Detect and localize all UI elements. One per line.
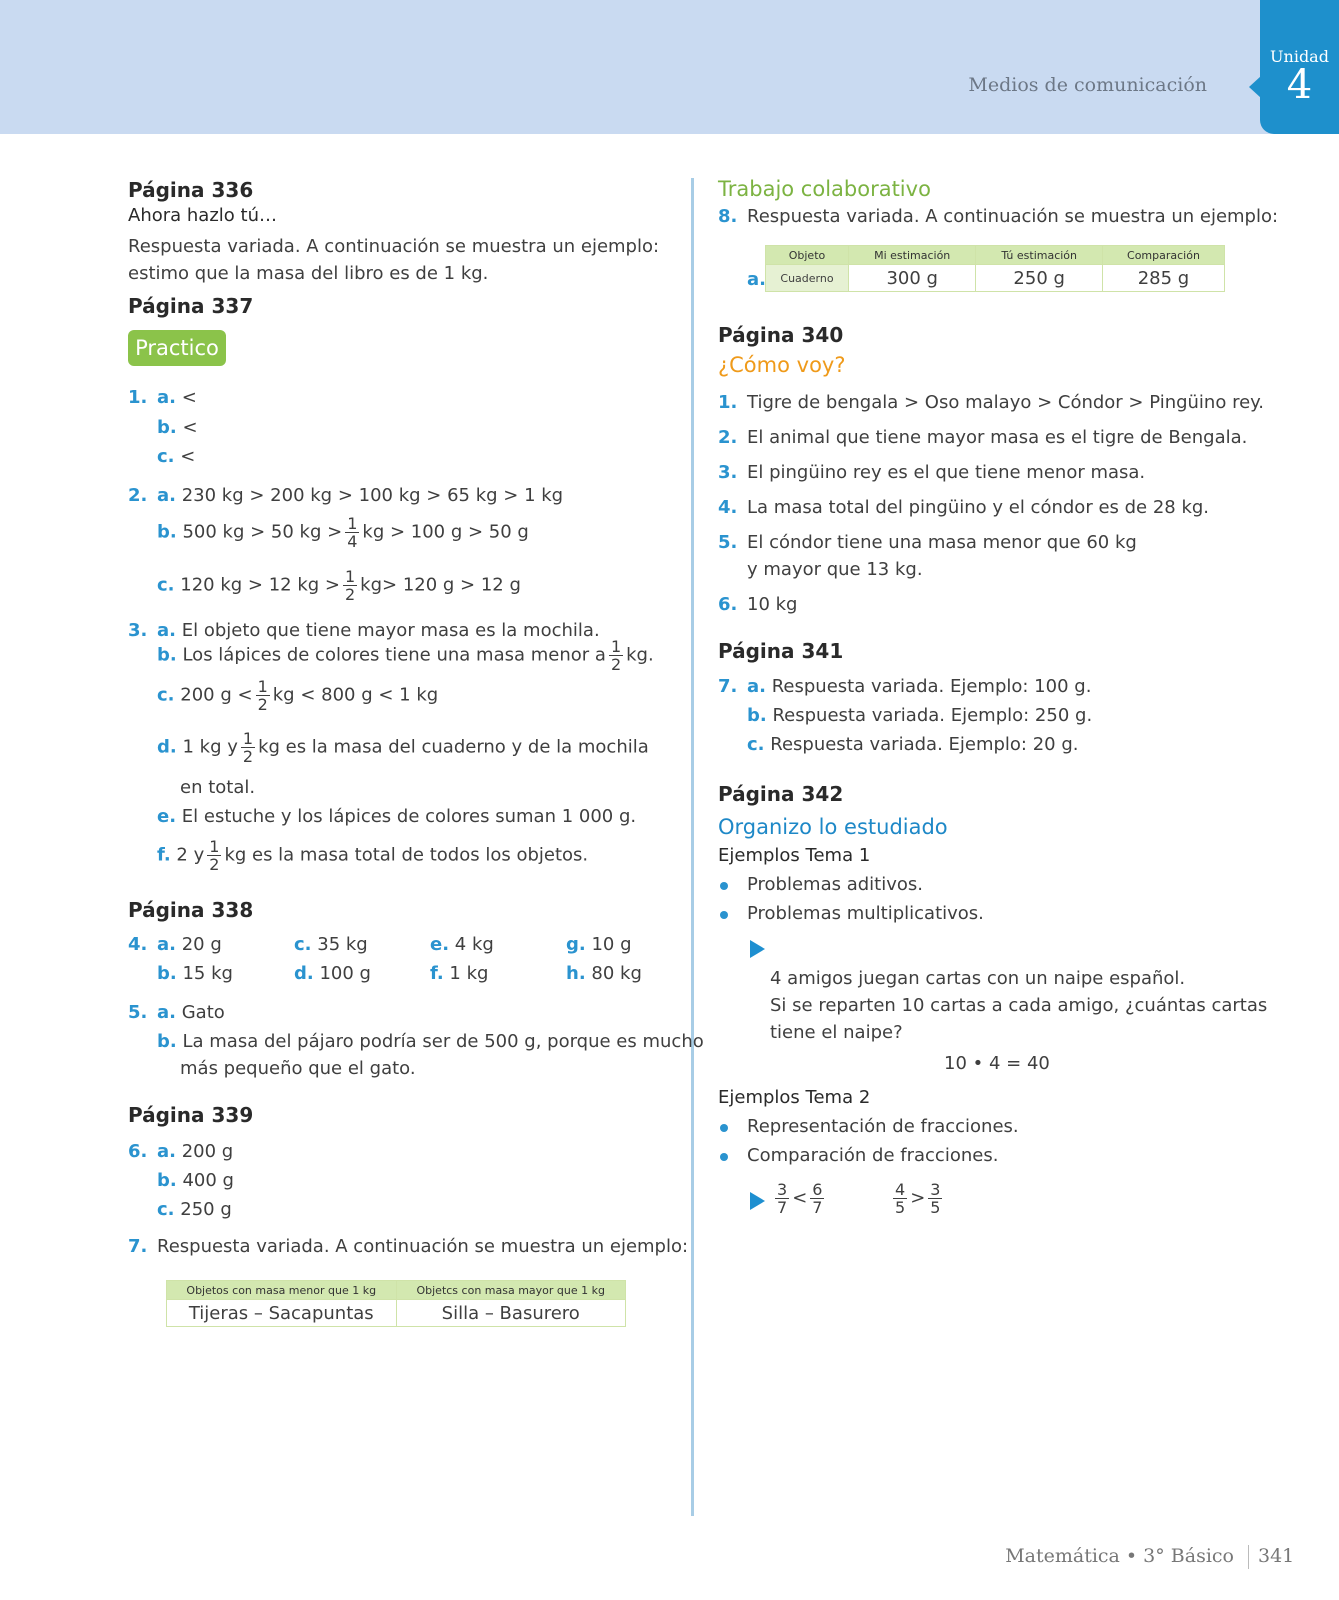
answer-text: estimo que la masa del libro es de 1 kg.	[128, 263, 489, 284]
bullet-icon	[720, 1153, 728, 1161]
answer-item: b. <	[157, 417, 198, 438]
tema1-heading: Ejemplos Tema 1	[718, 845, 871, 866]
table-header: Objetcs con masa mayor que 1 kg	[396, 1281, 626, 1300]
answer-item: e. 4 kg	[430, 934, 494, 955]
item-letter: a.	[747, 269, 766, 290]
footer-subject: Matemática • 3° Básico	[1005, 1545, 1234, 1567]
play-arrow-icon	[750, 940, 765, 958]
answer-item: a. 200 g	[157, 1141, 234, 1162]
answer-item: b. 400 g	[157, 1170, 234, 1191]
column-divider	[691, 178, 694, 1516]
question-number: 6.	[128, 1141, 148, 1162]
answer-item: a. 20 g	[157, 934, 222, 955]
answer-item: d. 1 kg y $\frac{1}{2}$ kg es la masa del cuaderno y de la mochila	[157, 729, 649, 766]
page-342-heading: Página 342	[718, 782, 844, 806]
answer-item: g. 10 g	[566, 934, 632, 955]
answer-text: El pingüino rey es el que tiene menor masa.	[747, 462, 1146, 483]
play-arrow-icon	[750, 1192, 765, 1210]
table-header: Comparación	[1102, 246, 1224, 265]
fraction: $\frac{1}{2}$	[209, 837, 220, 874]
question-number: 2.	[718, 427, 738, 448]
tema2-heading: Ejemplos Tema 2	[718, 1087, 871, 1108]
question-number: 8.	[718, 206, 738, 227]
answer-text: y mayor que 13 kg.	[747, 559, 923, 580]
unit-label: Unidad	[1270, 47, 1329, 66]
list-item: Comparación de fracciones.	[747, 1145, 999, 1166]
page-340-heading: Página 340	[718, 323, 844, 347]
question-number: 6.	[718, 594, 738, 615]
fraction: $\frac{3}{5}$	[930, 1180, 941, 1217]
answer-item: b. La masa del pájaro podría ser de 500 g, porque es mucho	[157, 1031, 704, 1052]
question-number: 3.	[128, 620, 148, 641]
bullet-icon	[720, 882, 728, 890]
page-header	[0, 0, 1339, 134]
question-number: 7.	[128, 1236, 148, 1257]
answer-item: c. 35 kg	[294, 934, 368, 955]
como-voy-heading: ¿Cómo voy?	[718, 353, 846, 377]
table-cell: 300 g	[849, 265, 976, 292]
table-cell: 250 g	[976, 265, 1103, 292]
unit-number: 4	[1286, 62, 1313, 108]
bullet-icon	[720, 911, 728, 919]
fraction: $\frac{3}{7}$	[777, 1180, 788, 1217]
organizo-heading: Organizo lo estudiado	[718, 815, 948, 839]
answer-text: Tigre de bengala > Oso malayo > Cóndor > Pingüino rey.	[747, 392, 1264, 413]
page-336-heading: Página 336	[128, 178, 254, 202]
table-header: Mi estimación	[849, 246, 976, 265]
answer-item: f. 1 kg	[430, 963, 489, 984]
question-number: 1.	[128, 387, 148, 408]
answer-item: a. Gato	[157, 1002, 225, 1023]
page-341-heading: Página 341	[718, 639, 844, 663]
table-header: Objetos con masa menor que 1 kg	[167, 1281, 397, 1300]
question-number: 5.	[718, 532, 738, 553]
question-number: 3.	[718, 462, 738, 483]
ahora-hazlo-heading: Ahora hazlo tú…	[128, 205, 277, 226]
table-cell: 285 g	[1102, 265, 1224, 292]
footer-divider	[1248, 1545, 1249, 1569]
answer-item: a. 230 kg > 200 kg > 100 kg > 65 kg > 1 kg	[157, 485, 564, 506]
answer-text: más pequeño que el gato.	[180, 1058, 416, 1079]
answer-text: Respuesta variada. A continuación se muestra un ejemplo:	[747, 206, 1279, 227]
example-text: tiene el naipe?	[770, 1022, 903, 1043]
page-337-heading: Página 337	[128, 294, 254, 318]
table-cell: Silla – Basurero	[396, 1300, 626, 1327]
fraction: $\frac{1}{2}$	[257, 677, 268, 714]
question-number: 7.	[718, 676, 738, 697]
list-item: Representación de fracciones.	[747, 1116, 1019, 1137]
answer-item: c. Respuesta variada. Ejemplo: 20 g.	[747, 734, 1079, 755]
list-item: Problemas multiplicativos.	[747, 903, 984, 924]
answer-item: c. 250 g	[157, 1199, 232, 1220]
table-cell: Tijeras – Sacapuntas	[167, 1300, 397, 1327]
question-number: 1.	[718, 392, 738, 413]
mass-comparison-table	[166, 1280, 626, 1327]
example-text: Si se reparten 10 cartas a cada amigo, ¿cuántas cartas	[770, 995, 1268, 1016]
answer-text: La masa total del pingüino y el cóndor es de 28 kg.	[747, 497, 1210, 518]
answer-item: b. 500 kg > 50 kg > $\frac{1}{4}$ kg > 100 g > 50 g	[157, 514, 529, 551]
answer-item: d. 100 g	[294, 963, 371, 984]
answer-text: Respuesta variada. A continuación se muestra un ejemplo:	[128, 236, 660, 257]
answer-item: a. Respuesta variada. Ejemplo: 100 g.	[747, 676, 1092, 697]
equation: 10 • 4 = 40	[944, 1053, 1050, 1074]
list-item: Problemas aditivos.	[747, 874, 924, 895]
practico-badge: Practico	[128, 330, 226, 366]
fraction: $\frac{1}{4}$	[347, 514, 358, 551]
question-number: 2.	[128, 485, 148, 506]
page-338-heading: Página 338	[128, 898, 254, 922]
fraction-comparison: $\frac{3}{7}$ < $\frac{6}{7}$	[777, 1180, 823, 1217]
bullet-icon	[720, 1124, 728, 1132]
answer-item: a. El objeto que tiene mayor masa es la mochila.	[157, 620, 600, 641]
table-header: Tú estimación	[976, 246, 1103, 265]
answer-item: c. 200 g < $\frac{1}{2}$ kg < 800 g < 1 kg	[157, 677, 439, 714]
question-number: 5.	[128, 1002, 148, 1023]
fraction: $\frac{1}{2}$	[344, 567, 356, 604]
answer-item: b. Los lápices de colores tiene una masa menor a $\frac{1}{2}$ kg.	[157, 637, 654, 674]
chapter-title: Medios de comunicación	[968, 74, 1207, 96]
trabajo-colaborativo-heading: Trabajo colaborativo	[718, 177, 931, 201]
answer-item: h. 80 kg	[566, 963, 642, 984]
example-text: 4 amigos juegan cartas con un naipe español.	[770, 968, 1186, 989]
question-number: 4.	[128, 934, 148, 955]
question-number: 4.	[718, 497, 738, 518]
fraction-comparison: $\frac{4}{5}$ > $\frac{3}{5}$	[895, 1180, 941, 1217]
answer-item: b. Respuesta variada. Ejemplo: 250 g.	[747, 705, 1093, 726]
answer-text: 10 kg	[747, 594, 798, 615]
estimation-table	[765, 245, 1225, 292]
page-number: 341	[1258, 1545, 1295, 1567]
answer-item: c. <	[157, 446, 196, 467]
table-header: Objeto	[766, 246, 849, 265]
table-cell: Cuaderno	[766, 265, 849, 292]
page-339-heading: Página 339	[128, 1103, 254, 1127]
answer-text: Respuesta variada. A continuación se muestra un ejemplo:	[157, 1236, 689, 1257]
answer-text: El animal que tiene mayor masa es el tigre de Bengala.	[747, 427, 1248, 448]
fraction: $\frac{6}{7}$	[812, 1180, 823, 1217]
answer-item: f. 2 y $\frac{1}{2}$ kg es la masa total de todos los objetos.	[157, 837, 589, 874]
answer-text: en total.	[180, 777, 256, 798]
fraction: $\frac{4}{5}$	[895, 1180, 906, 1217]
fraction: $\frac{1}{2}$	[610, 637, 622, 674]
answer-item: a. <	[157, 387, 197, 408]
fraction: $\frac{1}{2}$	[242, 729, 254, 766]
answer-item: e. El estuche y los lápices de colores suman 1 000 g.	[157, 806, 637, 827]
answer-item: b. 15 kg	[157, 963, 233, 984]
answer-text: El cóndor tiene una masa menor que 60 kg	[747, 532, 1137, 553]
answer-item: c. 120 kg > 12 kg > $\frac{1}{2}$ kg> 120 g > 12 g	[157, 567, 521, 604]
